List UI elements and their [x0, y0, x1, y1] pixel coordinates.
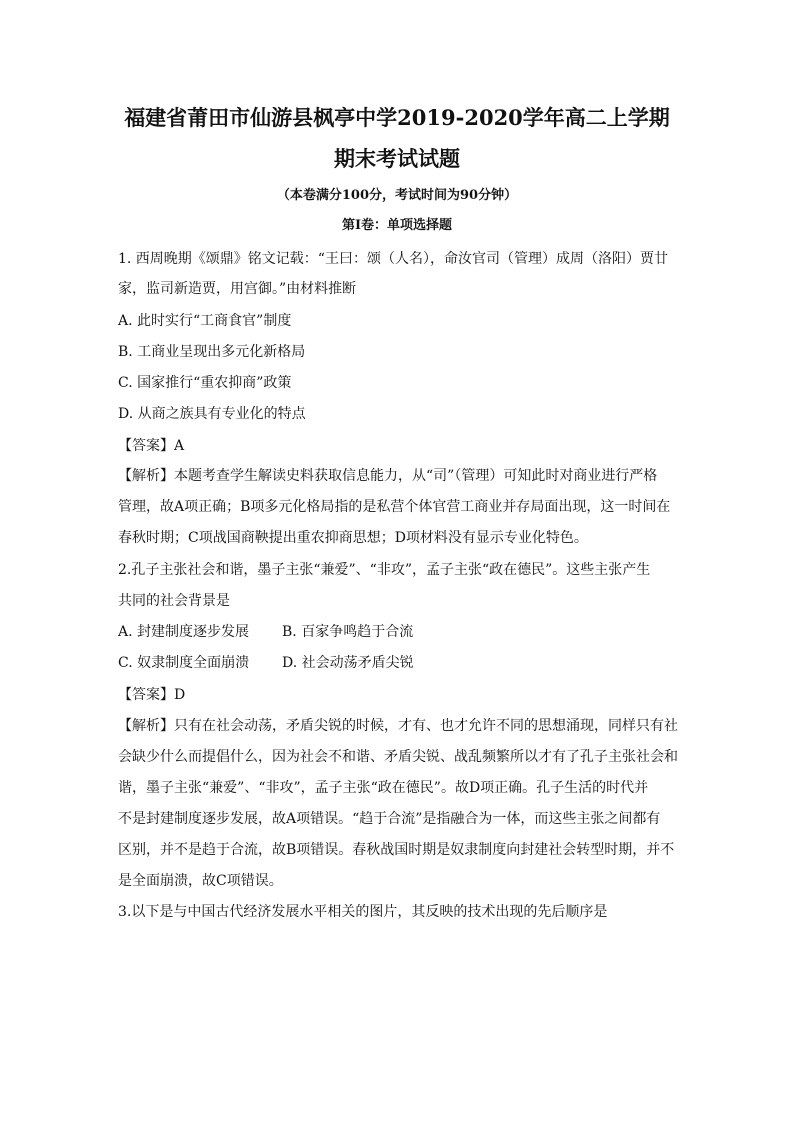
q1-option-b: B. 工商业呈现出多元化新格局 [118, 344, 306, 360]
q2-analysis-line4: 不是封建制度逐步发展，故A项错误。“趋于合流”是指融合为一体，而这些主张之间都有 [118, 811, 661, 827]
q2-analysis-line1: 【解析】只有在社会动荡，矛盾尖锐的时候，才有、也才允许不同的思想涌现，同样只有社 [118, 718, 678, 734]
exam-title-line1: 福建省莆田市仙游县枫亭中学2019-2020学年高二上学期 [124, 105, 670, 130]
q2-option-c: C. 奴隶制度全面崩溃 [118, 655, 250, 671]
q1-analysis-line1: 【解析】本题考查学生解读史料获取信息能力，从“司”（管理）可知此时对商业进行严格 [118, 468, 658, 484]
q2-option-a: A. 封建制度逐步发展 [118, 624, 250, 640]
q2-answer: 【答案】D [118, 687, 186, 703]
q1-option-a: A. 此时实行“工商食官”制度 [118, 313, 292, 329]
exam-subtitle: （本卷满分100分，考试时间为90分钟） [276, 188, 518, 203]
q1-stem-line1: 1. 西周晚期《颂鼎》铭文记载：“王曰：颂（人名），命汝官司（管理）成周（洛阳）贾廿 [118, 251, 668, 267]
q1-option-c: C. 国家推行“重农抑商”政策 [118, 375, 292, 391]
q3-stem-line1: 3.以下是与中国古代经济发展水平相关的图片，其反映的技术出现的先后顺序是 [118, 904, 608, 920]
q2-stem-line1: 2.孔子主张社会和谐，墨子主张“兼爱”、“非攻”，孟子主张“政在德民”。这些主张产生 [118, 562, 651, 578]
q2-analysis-line6: 是全面崩溃，故C项错误。 [118, 873, 283, 889]
q1-analysis-line2: 管理，故A项正确；B项多元化格局指的是私营个体官营工商业并存局面出现，这一时间在 [118, 499, 671, 515]
q2-option-b: B. 百家争鸣趋于合流 [282, 624, 414, 640]
q1-stem-line2: 家，监司新造贾，用宫御。”由材料推断 [118, 281, 357, 297]
q2-option-d: D. 社会动荡矛盾尖锐 [282, 655, 414, 671]
q1-answer: 【答案】A [118, 438, 185, 454]
q2-stem-line2: 共同的社会背景是 [118, 593, 230, 609]
exam-title-line2: 期末考试试题 [334, 146, 460, 171]
section-heading: 第Ⅰ卷：单项选择题 [341, 218, 453, 233]
q1-option-d: D. 从商之族具有专业化的特点 [118, 406, 306, 422]
q2-analysis-line2: 会缺少什么而提倡什么，因为社会不和谐、矛盾尖锐、战乱频繁所以才有了孔子主张社会和 [118, 749, 678, 765]
q1-analysis-line3: 春秋时期；C项战国商鞅提出重农抑商思想；D项材料没有显示专业化特色。 [118, 530, 588, 546]
q2-analysis-line3: 谐，墨子主张“兼爱”、“非攻”，孟子主张“政在德民”。故D项正确。孔子生活的时代并 [118, 780, 649, 796]
q2-analysis-line5: 区别，并不是趋于合流，故B项错误。春秋战国时期是奴隶制度向封建社会转型时期，并不 [118, 842, 675, 858]
